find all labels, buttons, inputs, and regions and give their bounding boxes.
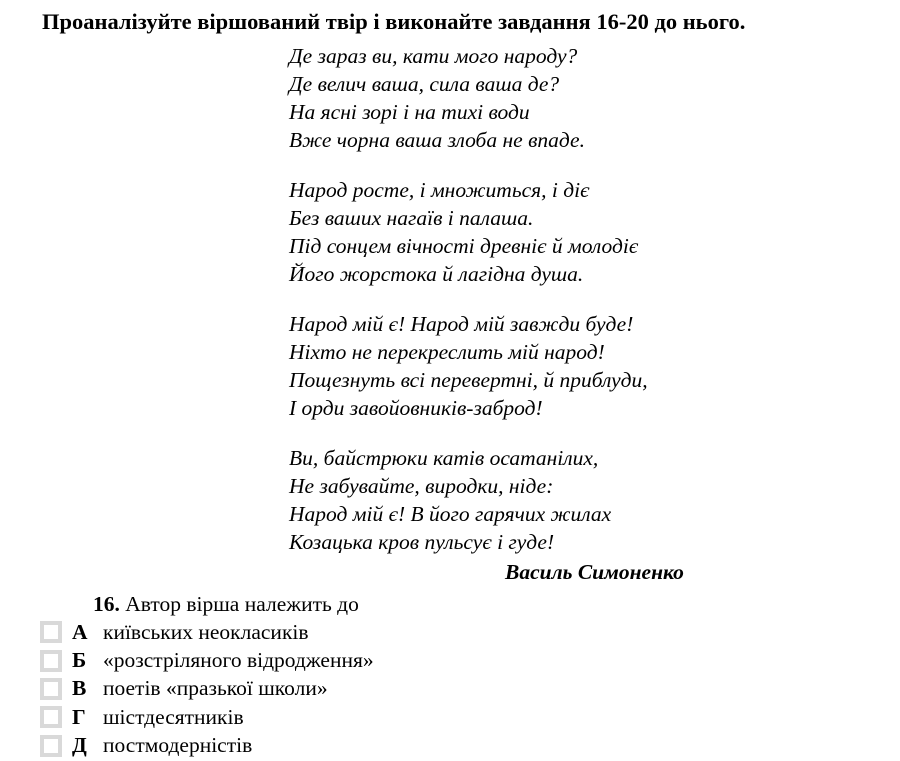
poem-line: Де велич ваша, сила ваша де?: [289, 72, 560, 96]
option-letter-v: В: [72, 676, 87, 701]
question-16: [93, 590, 900, 618]
answer-checkbox-a[interactable]: [40, 621, 62, 643]
option-letter-g: Г: [72, 704, 86, 729]
poem-line: Його жорстока й лагідна душа.: [289, 262, 584, 286]
answer-checkbox-b[interactable]: [40, 650, 62, 672]
poem-block: [289, 42, 900, 556]
poem-line: Без ваших нагаїв і палаша.: [289, 206, 534, 230]
poem-line: І орди завойовників-заброд!: [289, 396, 543, 420]
poem-line: Народ мій є! В його гарячих жилах: [289, 502, 612, 526]
answer-checkbox-v[interactable]: [40, 678, 62, 700]
option-row-b: [40, 646, 900, 674]
poem-line: Народ мій є! Народ мій завжди буде!: [289, 312, 634, 336]
poem-line: На ясні зорі і на тихі води: [289, 100, 530, 124]
option-text-b: «розстріляного відродження»: [103, 648, 374, 673]
poem-line: Не забувайте, виродки, ніде:: [289, 474, 554, 498]
option-row-a: [40, 618, 900, 646]
answer-checkbox-d[interactable]: [40, 735, 62, 757]
option-text-v: поетів «празької школи»: [103, 676, 328, 701]
option-row-v: [40, 675, 900, 703]
poem-line: Під сонцем вічності древніє й молодіє: [289, 234, 639, 258]
poem-stanza-2: [289, 176, 900, 288]
poem-author: Василь Симоненко: [505, 560, 684, 584]
option-text-d: постмодерністів: [103, 733, 253, 758]
instruction-heading: Проаналізуйте віршований твір і виконайте завдання 16-20 до нього.: [42, 9, 746, 34]
question-text: Автор вірша належить до: [125, 592, 359, 616]
poem-stanza-3: [289, 310, 900, 422]
poem-line: Вже чорна ваша злоба не впаде.: [289, 128, 585, 152]
options-list: [40, 618, 900, 760]
poem-line: Ви, байстрюки катів осатанілих,: [289, 446, 599, 470]
poem-line: Де зараз ви, кати мого народу?: [289, 44, 578, 68]
option-row-g: [40, 703, 900, 731]
option-letter-d: Д: [72, 733, 87, 758]
option-text-a: київських неокласиків: [103, 619, 309, 644]
answer-checkbox-g[interactable]: [40, 706, 62, 728]
option-text-g: шістдесятників: [103, 704, 244, 729]
option-letter-b: Б: [72, 648, 87, 673]
poem-line: Пощезнуть всі перевертні, й приблуди,: [289, 368, 648, 392]
poem-line: Ніхто не перекреслить мій народ!: [289, 340, 605, 364]
poem-line: Козацька кров пульсує і гуде!: [289, 530, 555, 554]
poem-line: Народ росте, і множиться, і діє: [289, 178, 590, 202]
option-row-d: [40, 732, 900, 760]
poem-stanza-4: [289, 444, 900, 556]
option-letter-a: А: [72, 619, 88, 644]
poem-stanza-1: [289, 42, 900, 154]
question-number: 16.: [93, 592, 120, 616]
